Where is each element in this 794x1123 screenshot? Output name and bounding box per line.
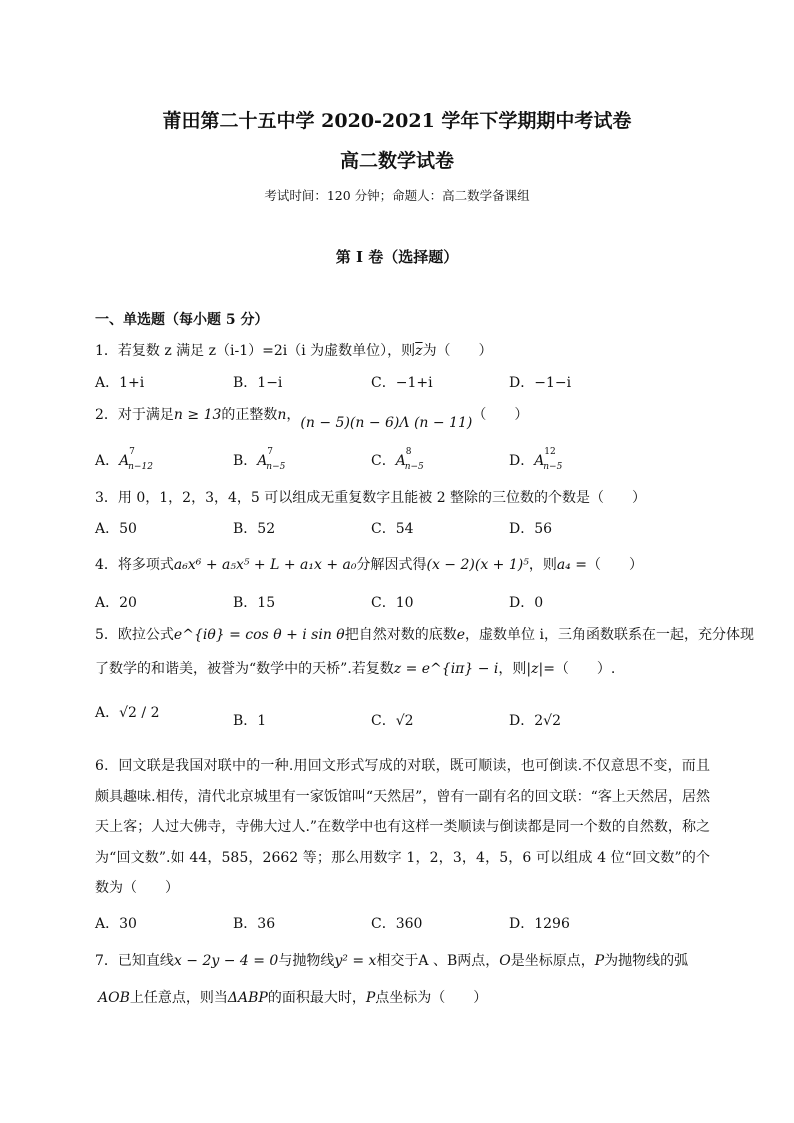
q4-option-b[interactable]: B．15 bbox=[233, 595, 276, 611]
q3-option-a[interactable]: A．50 bbox=[95, 521, 137, 537]
q6-option-a[interactable]: A．30 bbox=[95, 916, 137, 932]
question-5-line-1: 5．欧拉公式e^{iθ} = cos θ + i sin θ把自然对数的底数e，虚数单位 i，三角函数联系在一起，充分体现 bbox=[95, 627, 754, 643]
line-equation: x − 2y − 4 = 0 bbox=[173, 953, 279, 969]
q5-option-c[interactable]: C．√2 bbox=[371, 713, 414, 729]
question-5-line-2: 了数学的和谐美，被誉为“数学中的天桥”.若复数z = e^{iπ} − i，则|z|=（ ）. bbox=[95, 661, 616, 677]
question-2: 2．对于满足n ≥ 13的正整数n，(n − 5)(n − 6)Λ (n − 11)（ ） bbox=[95, 407, 529, 431]
q6-option-c[interactable]: C．360 bbox=[371, 916, 423, 932]
q4-option-c[interactable]: C．10 bbox=[371, 595, 414, 611]
exam-subtitle: 高二数学试卷 bbox=[339, 150, 454, 172]
condition: n ≥ 13 bbox=[173, 407, 222, 423]
q2-option-b[interactable]: B．A 7 n−5 bbox=[233, 447, 286, 472]
parabola-equation: y² = x bbox=[334, 953, 377, 969]
q4-option-d[interactable]: D．0 bbox=[509, 595, 544, 611]
q1-option-a[interactable]: A．1+i bbox=[95, 375, 145, 391]
q1-option-c[interactable]: C．−1+i bbox=[371, 375, 433, 391]
question-7-line-1: 7．已知直线x − 2y − 4 = 0与抛物线y² = x相交于A 、B两点，O是坐标原点，P为抛物线的弧 bbox=[95, 953, 689, 969]
q6-option-d[interactable]: D．1296 bbox=[509, 916, 570, 932]
q2-option-a[interactable]: A．A 7 n−12 bbox=[95, 447, 153, 472]
q5-option-a[interactable]: A．√2 / 2 bbox=[95, 705, 160, 721]
polynomial: a₆x⁶ + a₅x⁵ + L + a₁x + a₀ bbox=[173, 557, 357, 573]
q5-option-d[interactable]: D．2√2 bbox=[509, 713, 561, 729]
q3-option-b[interactable]: B．52 bbox=[233, 521, 276, 537]
q2-option-c[interactable]: C．A 8 n−5 bbox=[371, 447, 424, 472]
q6-option-b[interactable]: B．36 bbox=[233, 916, 276, 932]
exam-meta: 考试时间：120 分钟；命题人：高二数学备课组 bbox=[264, 188, 530, 203]
q5-option-b[interactable]: B．1 bbox=[233, 713, 267, 729]
q1-option-b[interactable]: B．1−i bbox=[233, 375, 283, 391]
question-4: 4．将多项式a₆x⁶ + a₅x⁵ + L + a₁x + a₀分解因式得(x − 2)(x + 1)⁵，则a₄ =（ ） bbox=[95, 557, 643, 573]
part-heading: 第 I 卷（选择题） bbox=[335, 248, 459, 266]
z-definition: z = e^{iπ} − i bbox=[393, 661, 499, 677]
q3-option-c[interactable]: C．54 bbox=[371, 521, 414, 537]
factored-form: (x − 2)(x + 1)⁵ bbox=[426, 557, 529, 573]
section-heading: 一、单选题（每小题 5 分） bbox=[95, 312, 269, 328]
euler-formula: e^{iθ} = cos θ + i sin θ bbox=[173, 627, 345, 643]
q3-option-d[interactable]: D．56 bbox=[509, 521, 553, 537]
question-6: 6．回文联是我国对联中的一种.用回文形式写成的对联，既可顺读，也可倒读.不仅意思不变，而且颇具趣味.相传，清代北京城里有一家饭馆叫“天然居”，曾有一副有名的回文联：“客上天然居，居然天上客；人过大佛寺，寺佛大过人.”在数学中也有这样一类顺读与倒读都是同一个数的自然数，称之为“回文数”.如 44，585，2662 等；那么用数字 1，2，3，4，5，6 可以组成 4 位“回文数”的个数为（ ） bbox=[95, 758, 710, 896]
q2-option-d[interactable]: D．A 12 n−5 bbox=[509, 447, 563, 472]
question-7-line-2: AOB上任意点，则当ΔABP的面积最大时，P点坐标为（ ） bbox=[98, 990, 488, 1006]
exam-title: 莆田第二十五中学 2020-2021 学年下学期期中考试卷 bbox=[162, 110, 632, 132]
question-3: 3．用 0，1，2，3，4，5 可以组成无重复数字且能被 2 整除的三位数的个数是（ ） bbox=[95, 490, 647, 506]
q1-option-d[interactable]: D．−1−i bbox=[509, 375, 572, 391]
q4-option-a[interactable]: A．20 bbox=[95, 595, 137, 611]
z-conjugate: $\overline{z}$ bbox=[415, 343, 423, 359]
question-1: 1．若复数 z 满足 z（i-1）=2i（i 为虚数单位），则$\overline{z}$为（ ） bbox=[95, 343, 493, 359]
product-expression: (n − 5)(n − 6)Λ (n − 11) bbox=[300, 415, 473, 431]
